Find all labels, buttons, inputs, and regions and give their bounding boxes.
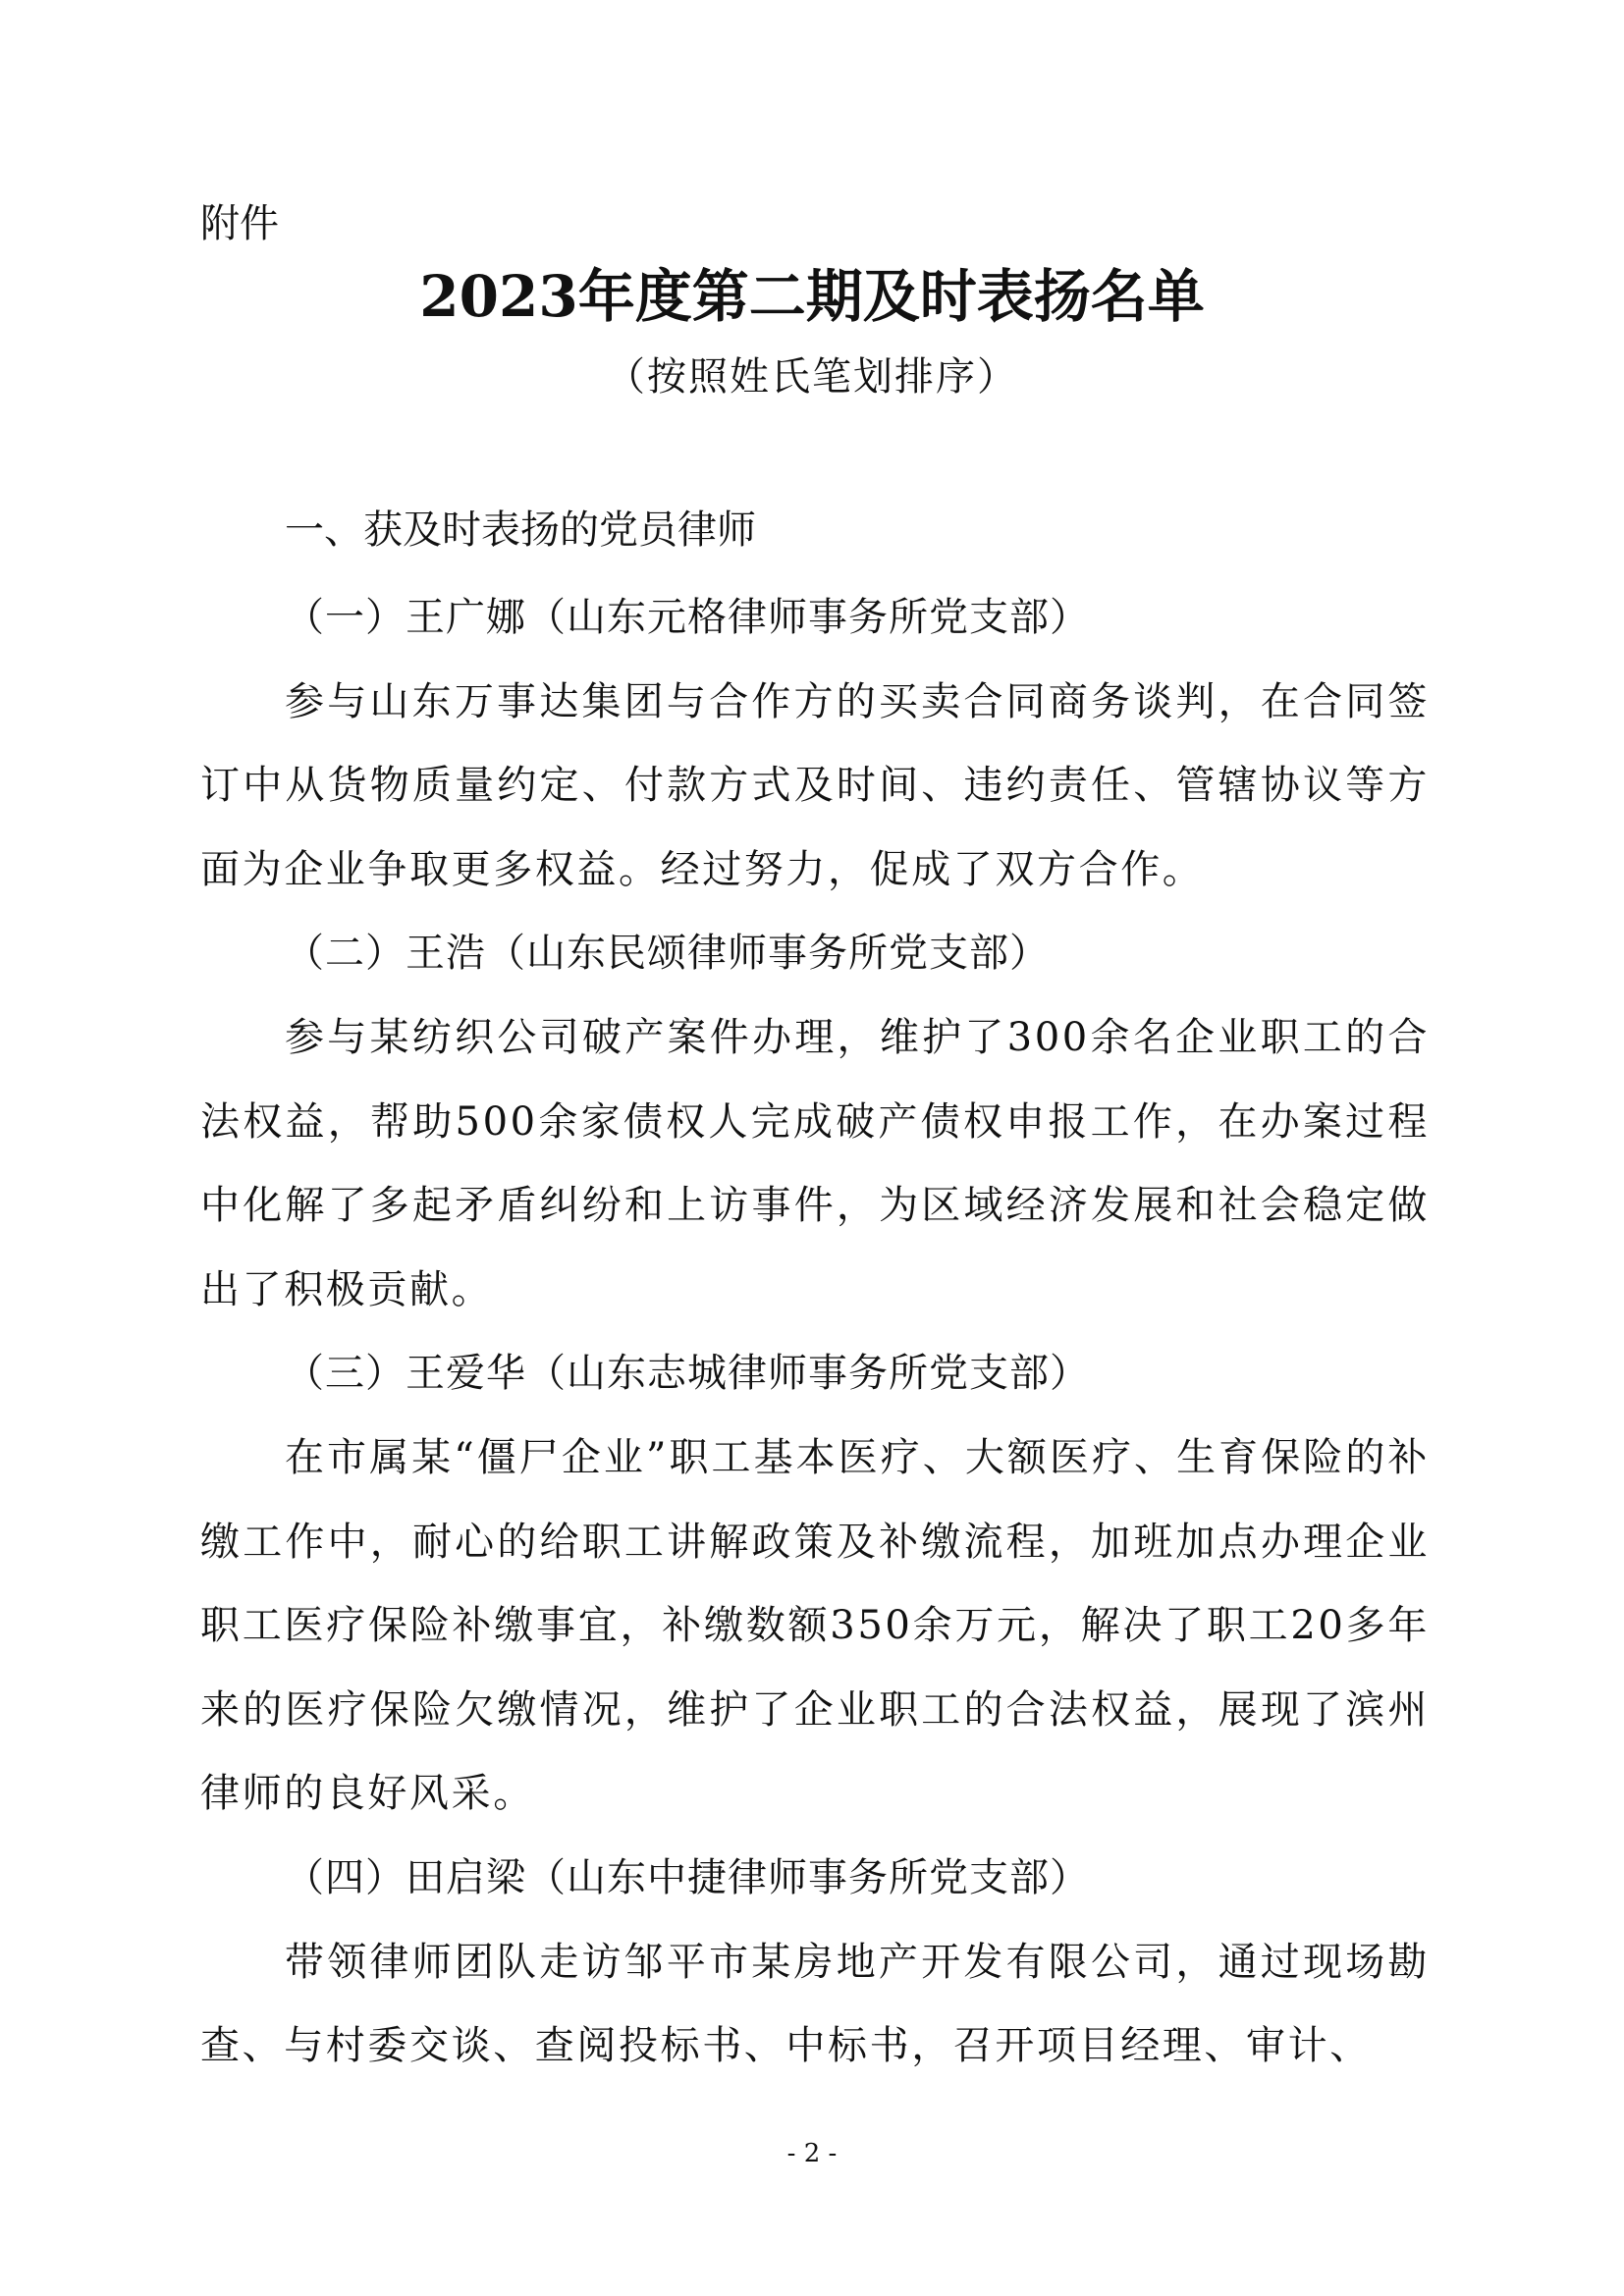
document-body	[200, 576, 1430, 2089]
entry-body: 在市属某“僵尸企业”职工基本医疗、大额医疗、生育保险的补缴工作中，耐心的给职工讲解政策及补缴流程，加班加点办理企业职工医疗保险补缴事宜，补缴数额350余万元，解决了职工20多年来的医疗保险欠缴情况，维护了企业职工的合法权益，展现了滨州律师的良好风采。	[200, 1434, 1430, 1817]
entry-heading: （三）王爱华（山东志城律师事务所党支部）	[285, 1351, 1090, 1397]
entry-heading: （二）王浩（山东民颂律师事务所党支部）	[285, 931, 1050, 977]
page-number: - 2 -	[786, 2139, 838, 2168]
entry-body: 参与某纺织公司破产案件办理，维护了300余名企业职工的合法权益，帮助500余家债权人完成破产债权申报工作，在办案过程中化解了多起矛盾纠纷和上访事件，为区域经济发展和社会稳定做出了积极贡献。	[200, 1014, 1430, 1312]
attachment-label: 附件	[200, 201, 279, 246]
entry-heading: （四）田启梁（山东中捷律师事务所党支部）	[285, 1854, 1090, 1900]
page-subtitle: （按照姓氏笔划排序）	[606, 354, 1018, 400]
entry-heading: （一）王广娜（山东元格律师事务所党支部）	[285, 595, 1090, 640]
entry-body: 带领律师团队走访邹平市某房地产开发有限公司，通过现场勘查、与村委交谈、查阅投标书、中标书，召开项目经理、审计、	[200, 1939, 1430, 2069]
section-heading: 一、获及时表扬的党员律师	[285, 507, 756, 553]
page-title: 2023年度第二期及时表扬名单	[419, 263, 1205, 330]
entry-body: 参与山东万事达集团与合作方的买卖合同商务谈判，在合同签订中从货物质量约定、付款方式及时间、违约责任、管辖协议等方面为企业争取更多权益。经过努力，促成了双方合作。	[200, 678, 1430, 892]
